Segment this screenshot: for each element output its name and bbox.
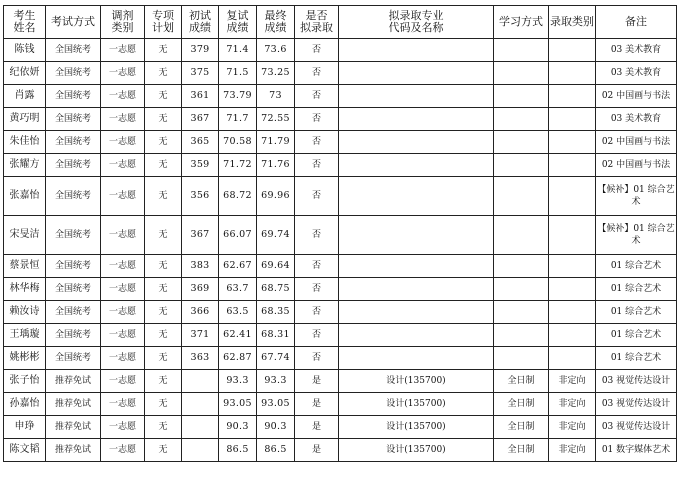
cell-category: 一志愿 bbox=[101, 255, 145, 278]
header-admit-type: 录取类别 bbox=[549, 6, 596, 39]
cell-admit-type bbox=[549, 255, 596, 278]
cell-retest: 86.5 bbox=[219, 439, 257, 462]
cell-remarks: 01 数字媒体艺术 bbox=[596, 439, 677, 462]
cell-admit-type bbox=[549, 131, 596, 154]
cell-final: 68.75 bbox=[257, 278, 295, 301]
cell-study-mode bbox=[494, 278, 549, 301]
cell-retest: 62.87 bbox=[219, 347, 257, 370]
cell-prelim: 365 bbox=[182, 131, 219, 154]
cell-major: 设计(135700) bbox=[339, 393, 494, 416]
cell-study-mode: 全日制 bbox=[494, 393, 549, 416]
cell-admit-type bbox=[549, 108, 596, 131]
cell-prelim bbox=[182, 370, 219, 393]
cell-category: 一志愿 bbox=[101, 370, 145, 393]
cell-study-mode bbox=[494, 177, 549, 216]
cell-method: 全国统考 bbox=[46, 347, 101, 370]
cell-method: 全国统考 bbox=[46, 131, 101, 154]
cell-remarks: 【候补】01 综合艺术 bbox=[596, 177, 677, 216]
cell-retest: 90.3 bbox=[219, 416, 257, 439]
cell-remarks: 01 综合艺术 bbox=[596, 301, 677, 324]
cell-method: 推荐免试 bbox=[46, 416, 101, 439]
header-final: 最终 成绩 bbox=[257, 6, 295, 39]
cell-final: 73 bbox=[257, 85, 295, 108]
table-row bbox=[4, 255, 677, 278]
cell-special: 无 bbox=[145, 108, 182, 131]
cell-remarks: 02 中国画与书法 bbox=[596, 85, 677, 108]
cell-retest: 70.58 bbox=[219, 131, 257, 154]
cell-retest: 71.5 bbox=[219, 62, 257, 85]
cell-prelim: 363 bbox=[182, 347, 219, 370]
cell-method: 全国统考 bbox=[46, 278, 101, 301]
cell-admitted: 否 bbox=[295, 216, 339, 255]
cell-remarks: 01 综合艺术 bbox=[596, 347, 677, 370]
cell-category: 一志愿 bbox=[101, 347, 145, 370]
table-row bbox=[4, 62, 677, 85]
cell-study-mode bbox=[494, 154, 549, 177]
cell-admit-type bbox=[549, 216, 596, 255]
cell-major bbox=[339, 347, 494, 370]
cell-major bbox=[339, 324, 494, 347]
cell-method: 全国统考 bbox=[46, 108, 101, 131]
cell-major bbox=[339, 108, 494, 131]
cell-remarks: 01 综合艺术 bbox=[596, 255, 677, 278]
cell-final: 73.6 bbox=[257, 39, 295, 62]
cell-method: 全国统考 bbox=[46, 301, 101, 324]
cell-prelim: 367 bbox=[182, 216, 219, 255]
cell-admitted: 否 bbox=[295, 154, 339, 177]
cell-admitted: 否 bbox=[295, 131, 339, 154]
cell-prelim: 371 bbox=[182, 324, 219, 347]
header-special: 专项 计划 bbox=[145, 6, 182, 39]
cell-major: 设计(135700) bbox=[339, 439, 494, 462]
cell-name: 陈钱 bbox=[4, 39, 46, 62]
cell-category: 一志愿 bbox=[101, 131, 145, 154]
cell-category: 一志愿 bbox=[101, 108, 145, 131]
header-remarks: 备注 bbox=[596, 6, 677, 39]
cell-method: 推荐免试 bbox=[46, 439, 101, 462]
cell-admitted: 是 bbox=[295, 393, 339, 416]
cell-special: 无 bbox=[145, 324, 182, 347]
table-row bbox=[4, 39, 677, 62]
cell-method: 全国统考 bbox=[46, 62, 101, 85]
cell-category: 一志愿 bbox=[101, 62, 145, 85]
cell-admit-type bbox=[549, 154, 596, 177]
cell-remarks: 03 美术教育 bbox=[596, 62, 677, 85]
cell-category: 一志愿 bbox=[101, 324, 145, 347]
cell-study-mode bbox=[494, 216, 549, 255]
cell-method: 推荐免试 bbox=[46, 370, 101, 393]
cell-final: 68.35 bbox=[257, 301, 295, 324]
table-row bbox=[4, 324, 677, 347]
cell-final: 93.05 bbox=[257, 393, 295, 416]
cell-remarks: 03 美术教育 bbox=[596, 39, 677, 62]
table-row bbox=[4, 416, 677, 439]
cell-major bbox=[339, 85, 494, 108]
cell-special: 无 bbox=[145, 154, 182, 177]
cell-retest: 63.7 bbox=[219, 278, 257, 301]
cell-method: 推荐免试 bbox=[46, 393, 101, 416]
cell-final: 71.76 bbox=[257, 154, 295, 177]
cell-category: 一志愿 bbox=[101, 216, 145, 255]
cell-admit-type: 非定向 bbox=[549, 393, 596, 416]
cell-admitted: 否 bbox=[295, 301, 339, 324]
table-row bbox=[4, 177, 677, 216]
cell-final: 90.3 bbox=[257, 416, 295, 439]
cell-admit-type: 非定向 bbox=[549, 439, 596, 462]
cell-study-mode: 全日制 bbox=[494, 439, 549, 462]
cell-admitted: 否 bbox=[295, 108, 339, 131]
cell-study-mode bbox=[494, 301, 549, 324]
cell-category: 一志愿 bbox=[101, 416, 145, 439]
cell-name: 朱佳怡 bbox=[4, 131, 46, 154]
cell-prelim bbox=[182, 393, 219, 416]
cell-remarks: 01 综合艺术 bbox=[596, 278, 677, 301]
cell-category: 一志愿 bbox=[101, 39, 145, 62]
header-name: 考生 姓名 bbox=[4, 6, 46, 39]
cell-special: 无 bbox=[145, 416, 182, 439]
cell-name: 蔡景恒 bbox=[4, 255, 46, 278]
cell-method: 全国统考 bbox=[46, 85, 101, 108]
cell-retest: 93.05 bbox=[219, 393, 257, 416]
cell-admitted: 否 bbox=[295, 62, 339, 85]
cell-retest: 71.72 bbox=[219, 154, 257, 177]
cell-prelim: 383 bbox=[182, 255, 219, 278]
cell-admit-type: 非定向 bbox=[549, 370, 596, 393]
cell-special: 无 bbox=[145, 131, 182, 154]
table-row bbox=[4, 370, 677, 393]
cell-major bbox=[339, 255, 494, 278]
cell-category: 一志愿 bbox=[101, 301, 145, 324]
table-row bbox=[4, 301, 677, 324]
cell-final: 72.55 bbox=[257, 108, 295, 131]
cell-major bbox=[339, 39, 494, 62]
cell-name: 张耀方 bbox=[4, 154, 46, 177]
cell-admitted: 否 bbox=[295, 347, 339, 370]
cell-admitted: 是 bbox=[295, 416, 339, 439]
cell-method: 全国统考 bbox=[46, 216, 101, 255]
cell-name: 王瑀璇 bbox=[4, 324, 46, 347]
cell-special: 无 bbox=[145, 85, 182, 108]
cell-remarks: 03 美术教育 bbox=[596, 108, 677, 131]
cell-major: 设计(135700) bbox=[339, 416, 494, 439]
header-row bbox=[4, 6, 677, 39]
cell-special: 无 bbox=[145, 278, 182, 301]
cell-major bbox=[339, 177, 494, 216]
cell-category: 一志愿 bbox=[101, 393, 145, 416]
cell-admit-type bbox=[549, 278, 596, 301]
cell-special: 无 bbox=[145, 255, 182, 278]
cell-final: 69.64 bbox=[257, 255, 295, 278]
cell-remarks: 03 视觉传达设计 bbox=[596, 416, 677, 439]
cell-study-mode bbox=[494, 347, 549, 370]
cell-method: 全国统考 bbox=[46, 39, 101, 62]
cell-prelim: 369 bbox=[182, 278, 219, 301]
cell-major bbox=[339, 216, 494, 255]
cell-category: 一志愿 bbox=[101, 177, 145, 216]
cell-prelim: 367 bbox=[182, 108, 219, 131]
cell-name: 赖汝诗 bbox=[4, 301, 46, 324]
table-row bbox=[4, 108, 677, 131]
cell-remarks: 01 综合艺术 bbox=[596, 324, 677, 347]
cell-final: 93.3 bbox=[257, 370, 295, 393]
cell-retest: 71.4 bbox=[219, 39, 257, 62]
cell-admitted: 否 bbox=[295, 324, 339, 347]
cell-admit-type bbox=[549, 85, 596, 108]
cell-remarks: 02 中国画与书法 bbox=[596, 131, 677, 154]
cell-final: 71.79 bbox=[257, 131, 295, 154]
cell-prelim bbox=[182, 416, 219, 439]
cell-prelim: 379 bbox=[182, 39, 219, 62]
cell-name: 张嘉怡 bbox=[4, 177, 46, 216]
cell-name: 纪依妍 bbox=[4, 62, 46, 85]
cell-admitted: 是 bbox=[295, 439, 339, 462]
cell-major: 设计(135700) bbox=[339, 370, 494, 393]
cell-retest: 73.79 bbox=[219, 85, 257, 108]
cell-prelim: 361 bbox=[182, 85, 219, 108]
cell-admit-type: 非定向 bbox=[549, 416, 596, 439]
header-major: 拟录取专业 代码及名称 bbox=[339, 6, 494, 39]
cell-name: 肖露 bbox=[4, 85, 46, 108]
cell-final: 73.25 bbox=[257, 62, 295, 85]
cell-final: 67.74 bbox=[257, 347, 295, 370]
cell-name: 黄巧明 bbox=[4, 108, 46, 131]
cell-major bbox=[339, 131, 494, 154]
cell-study-mode: 全日制 bbox=[494, 416, 549, 439]
cell-admitted: 否 bbox=[295, 177, 339, 216]
cell-special: 无 bbox=[145, 370, 182, 393]
cell-admitted: 否 bbox=[295, 85, 339, 108]
cell-name: 申琤 bbox=[4, 416, 46, 439]
cell-category: 一志愿 bbox=[101, 278, 145, 301]
cell-admit-type bbox=[549, 177, 596, 216]
table-row bbox=[4, 154, 677, 177]
cell-study-mode bbox=[494, 108, 549, 131]
cell-final: 68.31 bbox=[257, 324, 295, 347]
table-row bbox=[4, 439, 677, 462]
cell-special: 无 bbox=[145, 62, 182, 85]
cell-special: 无 bbox=[145, 216, 182, 255]
cell-admitted: 是 bbox=[295, 370, 339, 393]
cell-category: 一志愿 bbox=[101, 439, 145, 462]
cell-prelim: 359 bbox=[182, 154, 219, 177]
cell-retest: 62.41 bbox=[219, 324, 257, 347]
table-row bbox=[4, 278, 677, 301]
cell-major bbox=[339, 278, 494, 301]
header-category: 调剂 类别 bbox=[101, 6, 145, 39]
cell-remarks: 02 中国画与书法 bbox=[596, 154, 677, 177]
table-row bbox=[4, 131, 677, 154]
cell-name: 陈文韬 bbox=[4, 439, 46, 462]
admission-table bbox=[3, 5, 677, 462]
cell-category: 一志愿 bbox=[101, 85, 145, 108]
cell-name: 张子怡 bbox=[4, 370, 46, 393]
cell-final: 69.74 bbox=[257, 216, 295, 255]
cell-prelim: 375 bbox=[182, 62, 219, 85]
cell-retest: 66.07 bbox=[219, 216, 257, 255]
cell-category: 一志愿 bbox=[101, 154, 145, 177]
cell-study-mode bbox=[494, 62, 549, 85]
cell-special: 无 bbox=[145, 301, 182, 324]
cell-study-mode: 全日制 bbox=[494, 370, 549, 393]
cell-final: 69.96 bbox=[257, 177, 295, 216]
cell-remarks: 03 视觉传达设计 bbox=[596, 370, 677, 393]
cell-special: 无 bbox=[145, 393, 182, 416]
cell-retest: 68.72 bbox=[219, 177, 257, 216]
header-prelim: 初试 成绩 bbox=[182, 6, 219, 39]
cell-study-mode bbox=[494, 85, 549, 108]
cell-final: 86.5 bbox=[257, 439, 295, 462]
table-row bbox=[4, 85, 677, 108]
cell-special: 无 bbox=[145, 177, 182, 216]
cell-special: 无 bbox=[145, 39, 182, 62]
cell-remarks: 【候补】01 综合艺术 bbox=[596, 216, 677, 255]
cell-retest: 93.3 bbox=[219, 370, 257, 393]
cell-admit-type bbox=[549, 324, 596, 347]
cell-major bbox=[339, 301, 494, 324]
cell-study-mode bbox=[494, 39, 549, 62]
cell-retest: 71.7 bbox=[219, 108, 257, 131]
cell-method: 全国统考 bbox=[46, 177, 101, 216]
cell-retest: 63.5 bbox=[219, 301, 257, 324]
cell-major bbox=[339, 154, 494, 177]
header-retest: 复试 成绩 bbox=[219, 6, 257, 39]
cell-study-mode bbox=[494, 324, 549, 347]
cell-admit-type bbox=[549, 301, 596, 324]
cell-name: 宋旻洁 bbox=[4, 216, 46, 255]
table-row bbox=[4, 216, 677, 255]
cell-admit-type bbox=[549, 62, 596, 85]
cell-remarks: 03 视觉传达设计 bbox=[596, 393, 677, 416]
cell-name: 姚彬彬 bbox=[4, 347, 46, 370]
cell-prelim bbox=[182, 439, 219, 462]
cell-name: 孙嘉怡 bbox=[4, 393, 46, 416]
cell-name: 林华梅 bbox=[4, 278, 46, 301]
header-method: 考试方式 bbox=[46, 6, 101, 39]
cell-major bbox=[339, 62, 494, 85]
header-admitted: 是否 拟录取 bbox=[295, 6, 339, 39]
cell-admitted: 否 bbox=[295, 278, 339, 301]
cell-retest: 62.67 bbox=[219, 255, 257, 278]
cell-method: 全国统考 bbox=[46, 255, 101, 278]
cell-admitted: 否 bbox=[295, 39, 339, 62]
table-row bbox=[4, 393, 677, 416]
cell-admit-type bbox=[549, 39, 596, 62]
cell-prelim: 356 bbox=[182, 177, 219, 216]
cell-method: 全国统考 bbox=[46, 154, 101, 177]
table-row bbox=[4, 347, 677, 370]
cell-prelim: 366 bbox=[182, 301, 219, 324]
cell-admit-type bbox=[549, 347, 596, 370]
cell-study-mode bbox=[494, 255, 549, 278]
cell-special: 无 bbox=[145, 439, 182, 462]
cell-admitted: 否 bbox=[295, 255, 339, 278]
cell-method: 全国统考 bbox=[46, 324, 101, 347]
cell-special: 无 bbox=[145, 347, 182, 370]
cell-study-mode bbox=[494, 131, 549, 154]
header-study-mode: 学习方式 bbox=[494, 6, 549, 39]
